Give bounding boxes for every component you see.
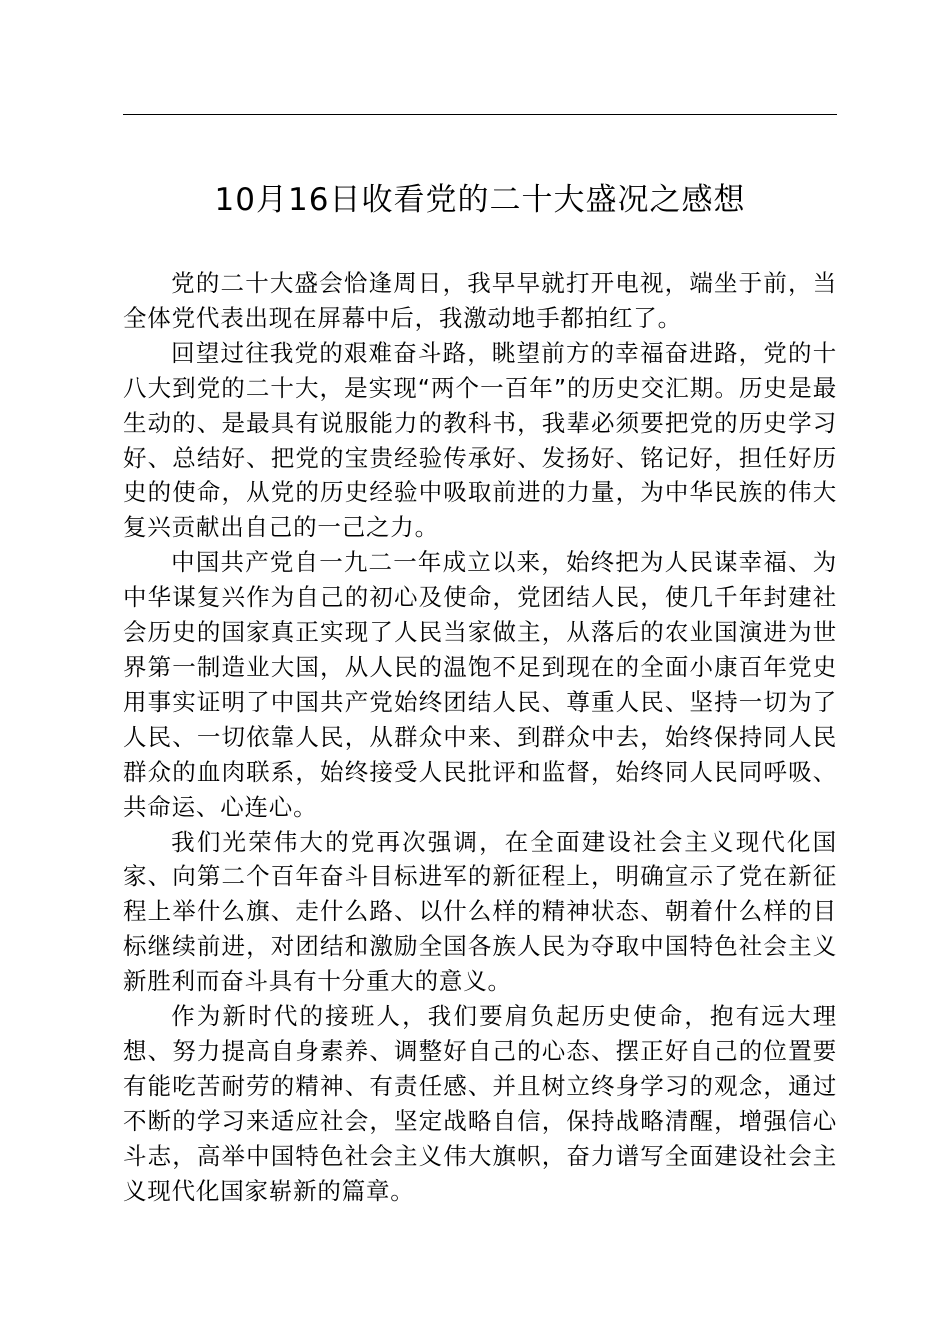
- header-rule: [123, 114, 837, 115]
- paragraph: 我们光荣伟大的党再次强调，在全面建设社会主义现代化国家、向第二个百年奋斗目标进军的新征程上，明确宣示了党在新征程上举什么旗、走什么路、以什么样的精神状态、朝着什么样的目标继续前进，对团结和激励全国各族人民为夺取中国特色社会主义新胜利而奋斗具有十分重大的意义。: [123, 827, 837, 996]
- document-body: [123, 266, 837, 1208]
- paragraph: 回望过往我党的艰难奋斗路，眺望前方的幸福奋进路，党的十八大到党的二十大，是实现“两个一百年”的历史交汇期。历史是最生动的、是最具有说服能力的教科书，我辈必须要把党的历史学习好、总结好、把党的宝贵经验传承好、发扬好、铭记好，担任好历史的使命，从党的历史经验中吸取前进的力量，为中华民族的伟大复兴贡献出自己的一己之力。: [123, 338, 837, 542]
- paragraph: 中国共产党自一九二一年成立以来，始终把为人民谋幸福、为中华谋复兴作为自己的初心及使命，党团结人民，使几千年封建社会历史的国家真正实现了人民当家做主，从落后的农业国演进为世界第一制造业大国，从人民的温饱不足到现在的全面小康百年党史用事实证明了中国共产党始终团结人民、尊重人民、坚持一切为了人民、一切依靠人民，从群众中来、到群众中去，始终保持同人民群众的血肉联系，始终接受人民批评和监督，始终同人民同呼吸、共命运、心连心。: [123, 548, 837, 821]
- paragraph: 作为新时代的接班人，我们要肩负起历史使命，抱有远大理想、努力提高自身素养、调整好自己的心态、摆正好自己的位置要有能吃苦耐劳的精神、有责任感、并且树立终身学习的观念，通过不断的学习来适应社会，坚定战略自信，保持战略清醒，增强信心斗志，高举中国特色社会主义伟大旗帜，奋力谱写全面建设社会主义现代化国家崭新的篇章。: [123, 1002, 837, 1205]
- document-title: 10月16日收看党的二十大盛况之感想: [214, 182, 746, 218]
- paragraph: 党的二十大盛会恰逢周日，我早早就打开电视，端坐于前，当全体党代表出现在屏幕中后，我激动地手都拍红了。: [123, 269, 837, 332]
